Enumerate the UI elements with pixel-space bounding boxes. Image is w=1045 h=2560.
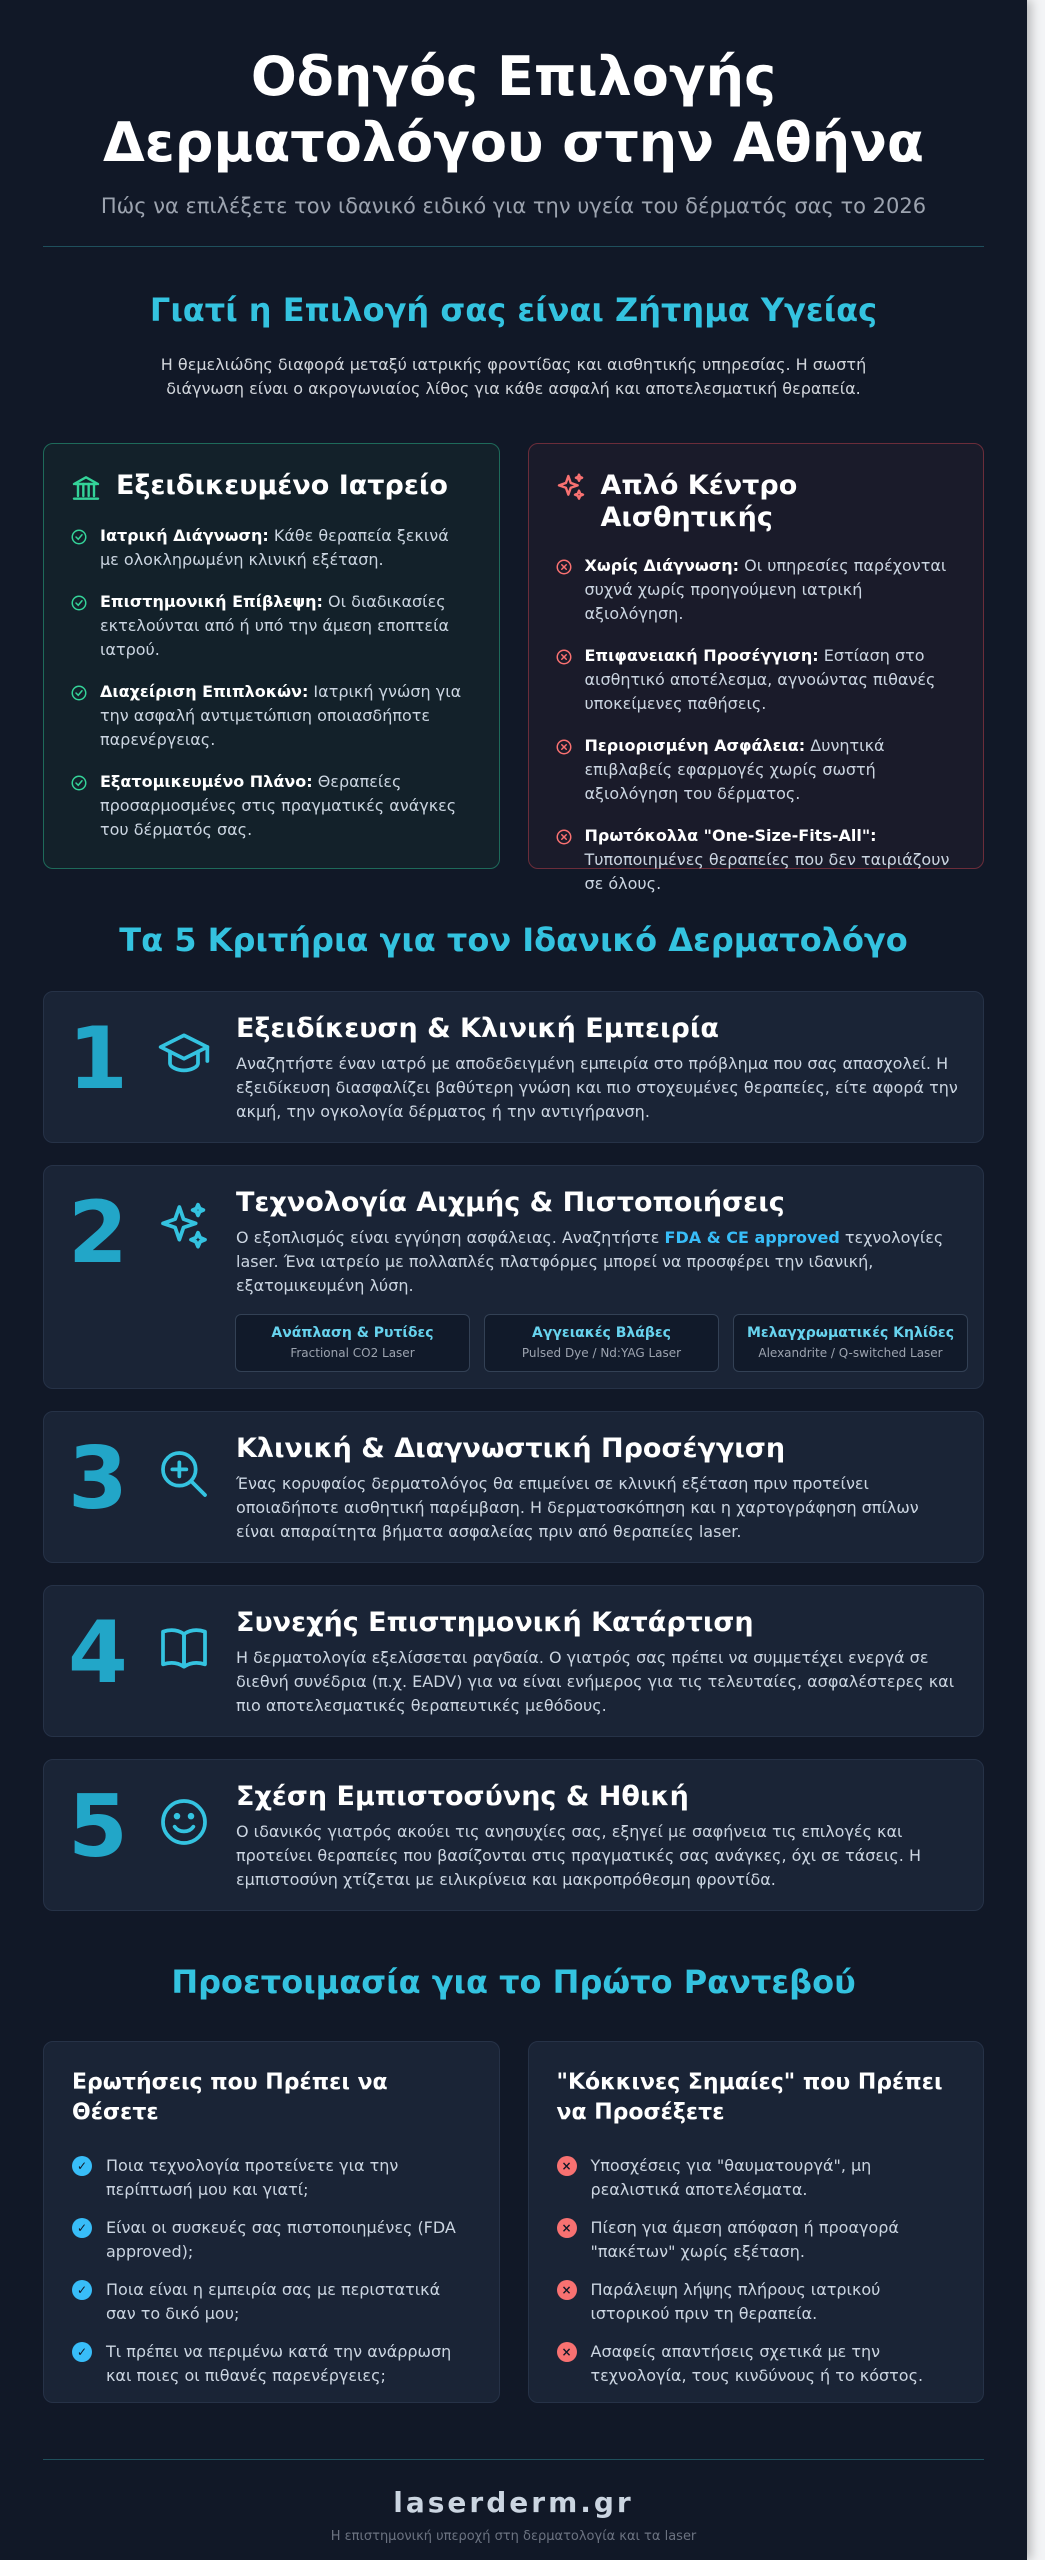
- comparison-row: [43, 443, 984, 893]
- check-circle-icon: [70, 774, 88, 792]
- list-item-desc: Ιατρική γνώση για την ασφαλή αντιμετώπιση οποιασδήποτε παρενέργειας.: [100, 682, 462, 749]
- list-item: [557, 2154, 956, 2202]
- criterion-body: [236, 1012, 959, 1122]
- criterion-4: [43, 1585, 984, 1737]
- questions-title: Ερωτήσεις που Πρέπει να Θέσετε: [72, 2070, 388, 2125]
- criterion-text: Αναζητήστε έναν ιατρό με αποδεδειγμένη εμπειρία στο πρόβλημα που σας απασχολεί. Η εξειδίκευση διασφαλίζει βαθύτερη γνώση και πιο στοχευμένες θεραπείες, είτε αφορά την ακμή, την ογκολογία δέρματος ή την αντιγήρανση.: [236, 1054, 958, 1121]
- list-item-text: [585, 554, 958, 626]
- criterion-text: [236, 1226, 968, 1298]
- header-divider: [43, 246, 984, 247]
- x-icon: ×: [557, 2342, 577, 2362]
- list-item: [557, 2216, 956, 2264]
- tech-title: Μελαγχρωματικές Κηλίδες: [746, 1325, 955, 1341]
- check-circle-icon: [70, 528, 88, 546]
- criterion-number: 2: [68, 1183, 128, 1283]
- list-item-label: Περιορισμένη Ασφάλεια:: [584, 736, 806, 755]
- prep-row: [43, 2041, 984, 2403]
- list-item: [555, 644, 958, 716]
- list-item-desc: Τυποποιημένες θεραπείες που δεν ταιριάζουν σε όλους.: [584, 850, 950, 893]
- tech-card: [733, 1314, 968, 1372]
- tech-title: Αγγειακές Βλάβες: [532, 1325, 671, 1341]
- check-icon: ✓: [72, 2342, 92, 2362]
- criteria-list: [0, 991, 1027, 1911]
- criterion-title: Σχέση Εμπιστοσύνης & Ηθική: [236, 1781, 689, 1812]
- bank-icon: [70, 472, 102, 504]
- page-subtitle: Πώς να επιλέξετε τον ιδανικό ειδικό για την υγεία του δέρματός σας το 2026: [100, 194, 927, 218]
- highlight-text: FDA & CE approved: [664, 1228, 840, 1247]
- aesthetics-center-card: [528, 443, 985, 893]
- check-circle-icon: [70, 684, 88, 702]
- list-item: [72, 2278, 471, 2326]
- list-item-text: Πίεση για άμεση απόφαση ή προαγορά "πακέτων" χωρίς εξέταση.: [590, 2218, 899, 2261]
- criterion-2: [43, 1165, 984, 1389]
- criterion-3: [43, 1411, 984, 1563]
- text-part: τεχνολογίες laser. Ένα ιατρείο με πολλαπλές πλατφόρμες μπορεί να προσφέρει την ιδανική, εξατομικευμένη λύση.: [236, 1228, 944, 1295]
- smile-icon: [156, 1794, 212, 1850]
- book-open-icon: [156, 1620, 212, 1676]
- list-item-label: Επιστημονική Επίβλεψη:: [100, 592, 323, 611]
- tech-sub: Pulsed Dye / Nd:YAG Laser: [521, 1346, 682, 1360]
- sparkles-icon: [156, 1200, 212, 1256]
- prep-section-title: Προετοιμασία για το Πρώτο Ραντεβού: [171, 1963, 856, 2001]
- list-item-text: [100, 590, 473, 662]
- list-item: [557, 2278, 956, 2326]
- list-item: [70, 590, 473, 662]
- criterion-title: Εξειδίκευση & Κλινική Εμπειρία: [236, 1013, 719, 1044]
- x-icon: ×: [557, 2218, 577, 2238]
- criterion-text: Ένας κορυφαίος δερματολόγος θα επιμείνει σε κλινική εξέταση πριν προτείνει οποιαδήποτε αισθητική παρέμβαση. Η δερματοσκόπηση και η χαρτογράφηση σπίλων είναι απαραίτητα βήματα ασφαλείας πριν από θεραπείες laser.: [236, 1474, 919, 1541]
- list-item: [70, 524, 473, 572]
- list-item-label: Ιατρική Διάγνωση:: [100, 526, 269, 545]
- criterion-number: 3: [68, 1429, 128, 1529]
- criterion-body: [236, 1606, 959, 1716]
- list-item-text: Είναι οι συσκευές σας πιστοποιημένες (FDA approved);: [106, 2218, 456, 2261]
- criterion-body: [236, 1780, 959, 1890]
- footer-divider: [43, 2459, 984, 2460]
- x-circle-icon: [555, 648, 573, 666]
- x-icon: ×: [557, 2156, 577, 2176]
- list-item-text: [100, 680, 473, 752]
- list-item: [555, 824, 958, 896]
- list-item-text: [585, 734, 958, 806]
- graduation-cap-icon: [156, 1026, 212, 1082]
- list-item-desc: Κάθε θεραπεία ξεκινά με ολοκληρωμένη κλινική εξέταση.: [100, 526, 449, 569]
- list-item-text: Ποια είναι η εμπειρία σας με περιστατικά σαν το δικό μου;: [106, 2280, 441, 2323]
- brand-name[interactable]: laserderm.gr: [393, 2486, 634, 2519]
- list-item-label: Εξατομικευμένο Πλάνο:: [100, 772, 313, 791]
- criterion-5: [43, 1759, 984, 1911]
- red-flags-title: "Κόκκινες Σημαίες" που Πρέπει να Προσέξετε: [556, 2070, 943, 2125]
- good-list: [70, 524, 473, 842]
- list-item-label: Πρωτόκολλα "One-Size-Fits-All":: [584, 826, 877, 845]
- list-item-label: Χωρίς Διάγνωση:: [584, 556, 740, 575]
- zoom-in-icon: [156, 1446, 212, 1502]
- x-circle-icon: [555, 558, 573, 576]
- x-icon: ×: [557, 2280, 577, 2300]
- x-circle-icon: [555, 738, 573, 756]
- list-item: [70, 680, 473, 752]
- list-item-text: [100, 524, 473, 572]
- list-item-text: Ασαφείς απαντήσεις σχετικά με την τεχνολογία, τους κινδύνους ή το κόστος.: [590, 2342, 924, 2385]
- criterion-title: Συνεχής Επιστημονική Κατάρτιση: [236, 1607, 754, 1638]
- list-item: [72, 2154, 471, 2202]
- list-item-text: Ποια τεχνολογία προτείνετε για την περίπτωσή μου και γιατί;: [106, 2156, 399, 2199]
- list-item: [555, 734, 958, 806]
- check-circle-icon: [70, 594, 88, 612]
- list-item-desc: Θεραπείες προσαρμοσμένες στις πραγματικές ανάγκες του δέρματός σας.: [100, 772, 457, 839]
- why-section-title: Γιατί η Επιλογή σας είναι Ζήτημα Υγείας: [149, 291, 878, 329]
- red-flags-list: [557, 2154, 956, 2388]
- list-item-desc: Οι υπηρεσίες παρέχονται συχνά χωρίς προηγούμενη ιατρική αξιολόγηση.: [584, 556, 947, 623]
- criterion-title: Κλινική & Διαγνωστική Προσέγγιση: [236, 1433, 786, 1464]
- tech-sub: Alexandrite / Q-switched Laser: [758, 1346, 943, 1360]
- criterion-body: [236, 1186, 968, 1368]
- questions-card: [43, 2041, 500, 2403]
- criteria-section-title: Τα 5 Κριτήρια για τον Ιδανικό Δερματολόγο: [119, 921, 908, 959]
- list-item-desc: Εστίαση στο αισθητικό αποτέλεσμα, αγνοώντας πιθανές υποκείμενες παθήσεις.: [584, 646, 936, 713]
- criterion-number: 1: [68, 1009, 128, 1109]
- specialized-clinic-card: [43, 443, 500, 869]
- questions-list: [72, 2154, 471, 2388]
- criterion-title: Τεχνολογία Αιχμής & Πιστοποιήσεις: [236, 1187, 785, 1218]
- list-item-label: Επιφανειακή Προσέγγιση:: [584, 646, 819, 665]
- criterion-1: [43, 991, 984, 1143]
- footer: [0, 2486, 1027, 2544]
- list-item: [555, 554, 958, 626]
- criterion-number: 4: [68, 1603, 128, 1703]
- list-item-desc: Οι διαδικασίες εκτελούνται από ή υπό την άμεση εποπτεία ιατρού.: [100, 592, 450, 659]
- check-icon: ✓: [72, 2280, 92, 2300]
- list-item-text: [585, 644, 958, 716]
- check-icon: ✓: [72, 2156, 92, 2176]
- card-header: [555, 470, 958, 534]
- criterion-body: [236, 1432, 959, 1542]
- card-title: Εξειδικευμένο Ιατρείο: [116, 470, 448, 501]
- card-title: Απλό Κέντρο Αισθητικής: [600, 470, 798, 533]
- list-item: [557, 2340, 956, 2388]
- list-item-text: [100, 770, 473, 842]
- bad-list: [555, 554, 958, 896]
- check-icon: ✓: [72, 2218, 92, 2238]
- page-title: Οδηγός Επιλογής Δερματολόγου στην Αθήνα: [102, 45, 925, 174]
- list-item: [72, 2216, 471, 2264]
- criterion-text: Ο ιδανικός γιατρός ακούει τις ανησυχίες σας, εξηγεί με σαφήνεια τις επιλογές και προτείνει θεραπείες που βασίζονται στις πραγματικές σας ανάγκες, όχι σε τάσεις. Η εμπιστοσύνη χτίζεται με ειλικρίνεια και μακροπρόθεσμη φροντίδα.: [236, 1822, 921, 1889]
- tech-row: [235, 1314, 968, 1372]
- sparkles-icon: [555, 472, 587, 504]
- tech-title: Ανάπλαση & Ρυτίδες: [271, 1325, 434, 1341]
- list-item-text: Υποσχέσεις για "θαυματουργά", μη ρεαλιστικά αποτελέσματα.: [590, 2156, 872, 2199]
- list-item-text: [585, 824, 958, 896]
- why-intro: Η θεμελιώδης διαφορά μεταξύ ιατρικής φροντίδας και αισθητικής υπηρεσίας. Η σωστή διάγνωση είναι ο ακρογωνιαίος λίθος για κάθε ασφαλή και αποτελεσματική θεραπεία.: [160, 355, 867, 398]
- list-item: [72, 2340, 471, 2388]
- criterion-number: 5: [68, 1777, 128, 1877]
- tech-card: [235, 1314, 470, 1372]
- tech-card: [484, 1314, 719, 1372]
- tech-sub: Fractional CO2 Laser: [290, 1346, 415, 1360]
- list-item-desc: Δυνητικά επιβλαβείς εφαρμογές χωρίς σωστή αξιολόγηση του δέρματος.: [584, 736, 885, 803]
- text-part: Ο εξοπλισμός είναι εγγύηση ασφάλειας. Αναζητήστε: [236, 1228, 665, 1247]
- list-item-text: Παράλειψη λήψης πλήρους ιατρικού ιστορικού πριν τη θεραπεία.: [590, 2280, 881, 2323]
- red-flags-card: [528, 2041, 985, 2403]
- list-item-label: Διαχείριση Επιπλοκών:: [100, 682, 309, 701]
- x-circle-icon: [555, 828, 573, 846]
- card-header: [70, 470, 473, 504]
- criterion-text: Η δερματολογία εξελίσσεται ραγδαία. Ο γιατρός σας πρέπει να συμμετέχει ενεργά σε διεθνή συνέδρια (π.χ. EADV) για να είναι ενήμερος για τις τελευταίες, ασφαλέστερες και πιο αποτελεσματικές θεραπευτικές μεθόδους.: [236, 1648, 955, 1715]
- list-item-text: Τι πρέπει να περιμένω κατά την ανάρρωση και ποιες οι πιθανές παρενέργειες;: [106, 2342, 452, 2385]
- header: [0, 0, 1027, 218]
- footer-tagline: Η επιστημονική υπεροχή στη δερματολογία και τα laser: [330, 2529, 697, 2544]
- list-item: [70, 770, 473, 842]
